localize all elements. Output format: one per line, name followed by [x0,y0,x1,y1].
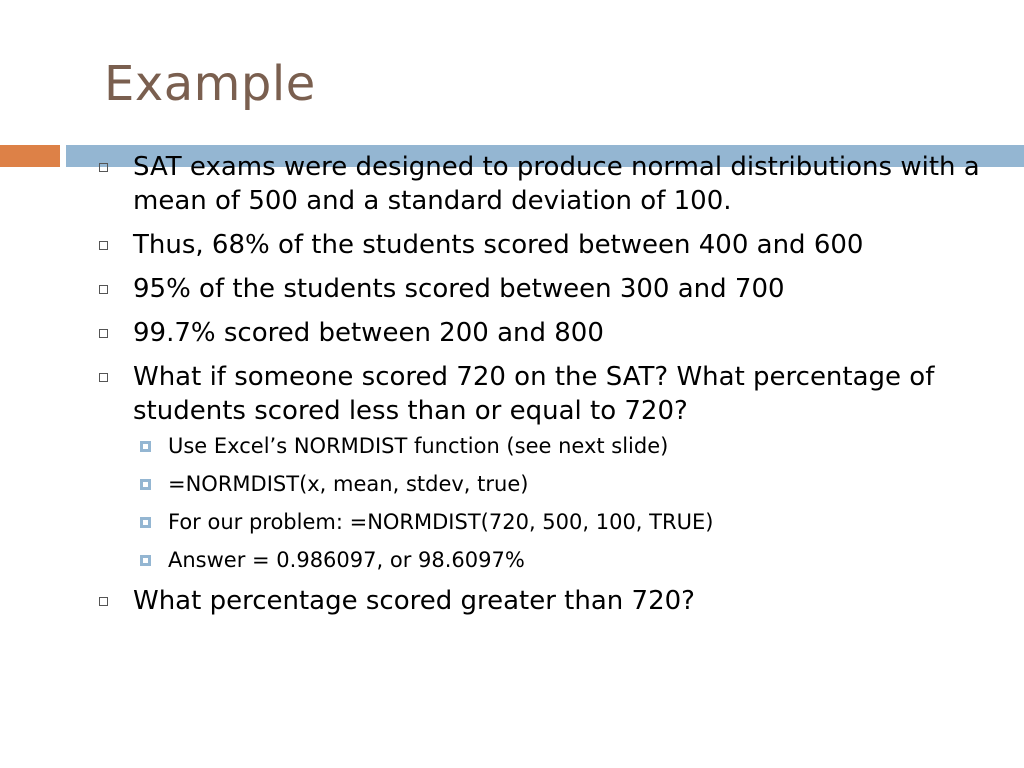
sub-bullet-item [136,432,996,460]
square-bullet-icon [99,329,108,338]
sub-bullet-text: Answer = 0.986097, or 98.6097% [168,548,525,572]
sub-bullet-text: For our problem: =NORMDIST(720, 500, 100, TRUE) [168,510,714,534]
bullet-item [96,150,996,218]
slide-title: Example [104,56,316,112]
sub-bullet-text: =NORMDIST(x, mean, stdev, true) [168,472,529,496]
square-bullet-icon [99,163,108,172]
filled-square-bullet-icon [140,555,151,566]
bullet-text: 95% of the students scored between 300 and 700 [133,274,785,304]
bullet-item [96,272,996,306]
sub-bullet-item [136,546,996,574]
sub-bullet-item [136,508,996,536]
bullet-list [96,150,996,628]
square-bullet-icon [99,373,108,382]
bullet-item [96,316,996,350]
filled-square-bullet-icon [140,479,151,490]
bullet-item [96,228,996,262]
filled-square-bullet-icon [140,517,151,528]
filled-square-bullet-icon [140,441,151,452]
square-bullet-icon [99,285,108,294]
bullet-text: What percentage scored greater than 720? [133,586,695,616]
square-bullet-icon [99,597,108,606]
bullet-text: What if someone scored 720 on the SAT? What percentage of students scored less than or equal to 720? [133,362,935,426]
sub-bullet-list [96,432,996,574]
bullet-text: Thus, 68% of the students scored between 400 and 600 [133,230,864,260]
accent-bar-orange [0,145,60,167]
bullet-text: SAT exams were designed to produce normal distributions with a mean of 500 and a standard deviation of 100. [133,152,980,216]
bullet-item [96,360,996,428]
sub-bullet-text: Use Excel’s NORMDIST function (see next slide) [168,434,669,458]
square-bullet-icon [99,241,108,250]
bullet-text: 99.7% scored between 200 and 800 [133,318,604,348]
sub-bullet-item [136,470,996,498]
bullet-item [96,584,996,618]
